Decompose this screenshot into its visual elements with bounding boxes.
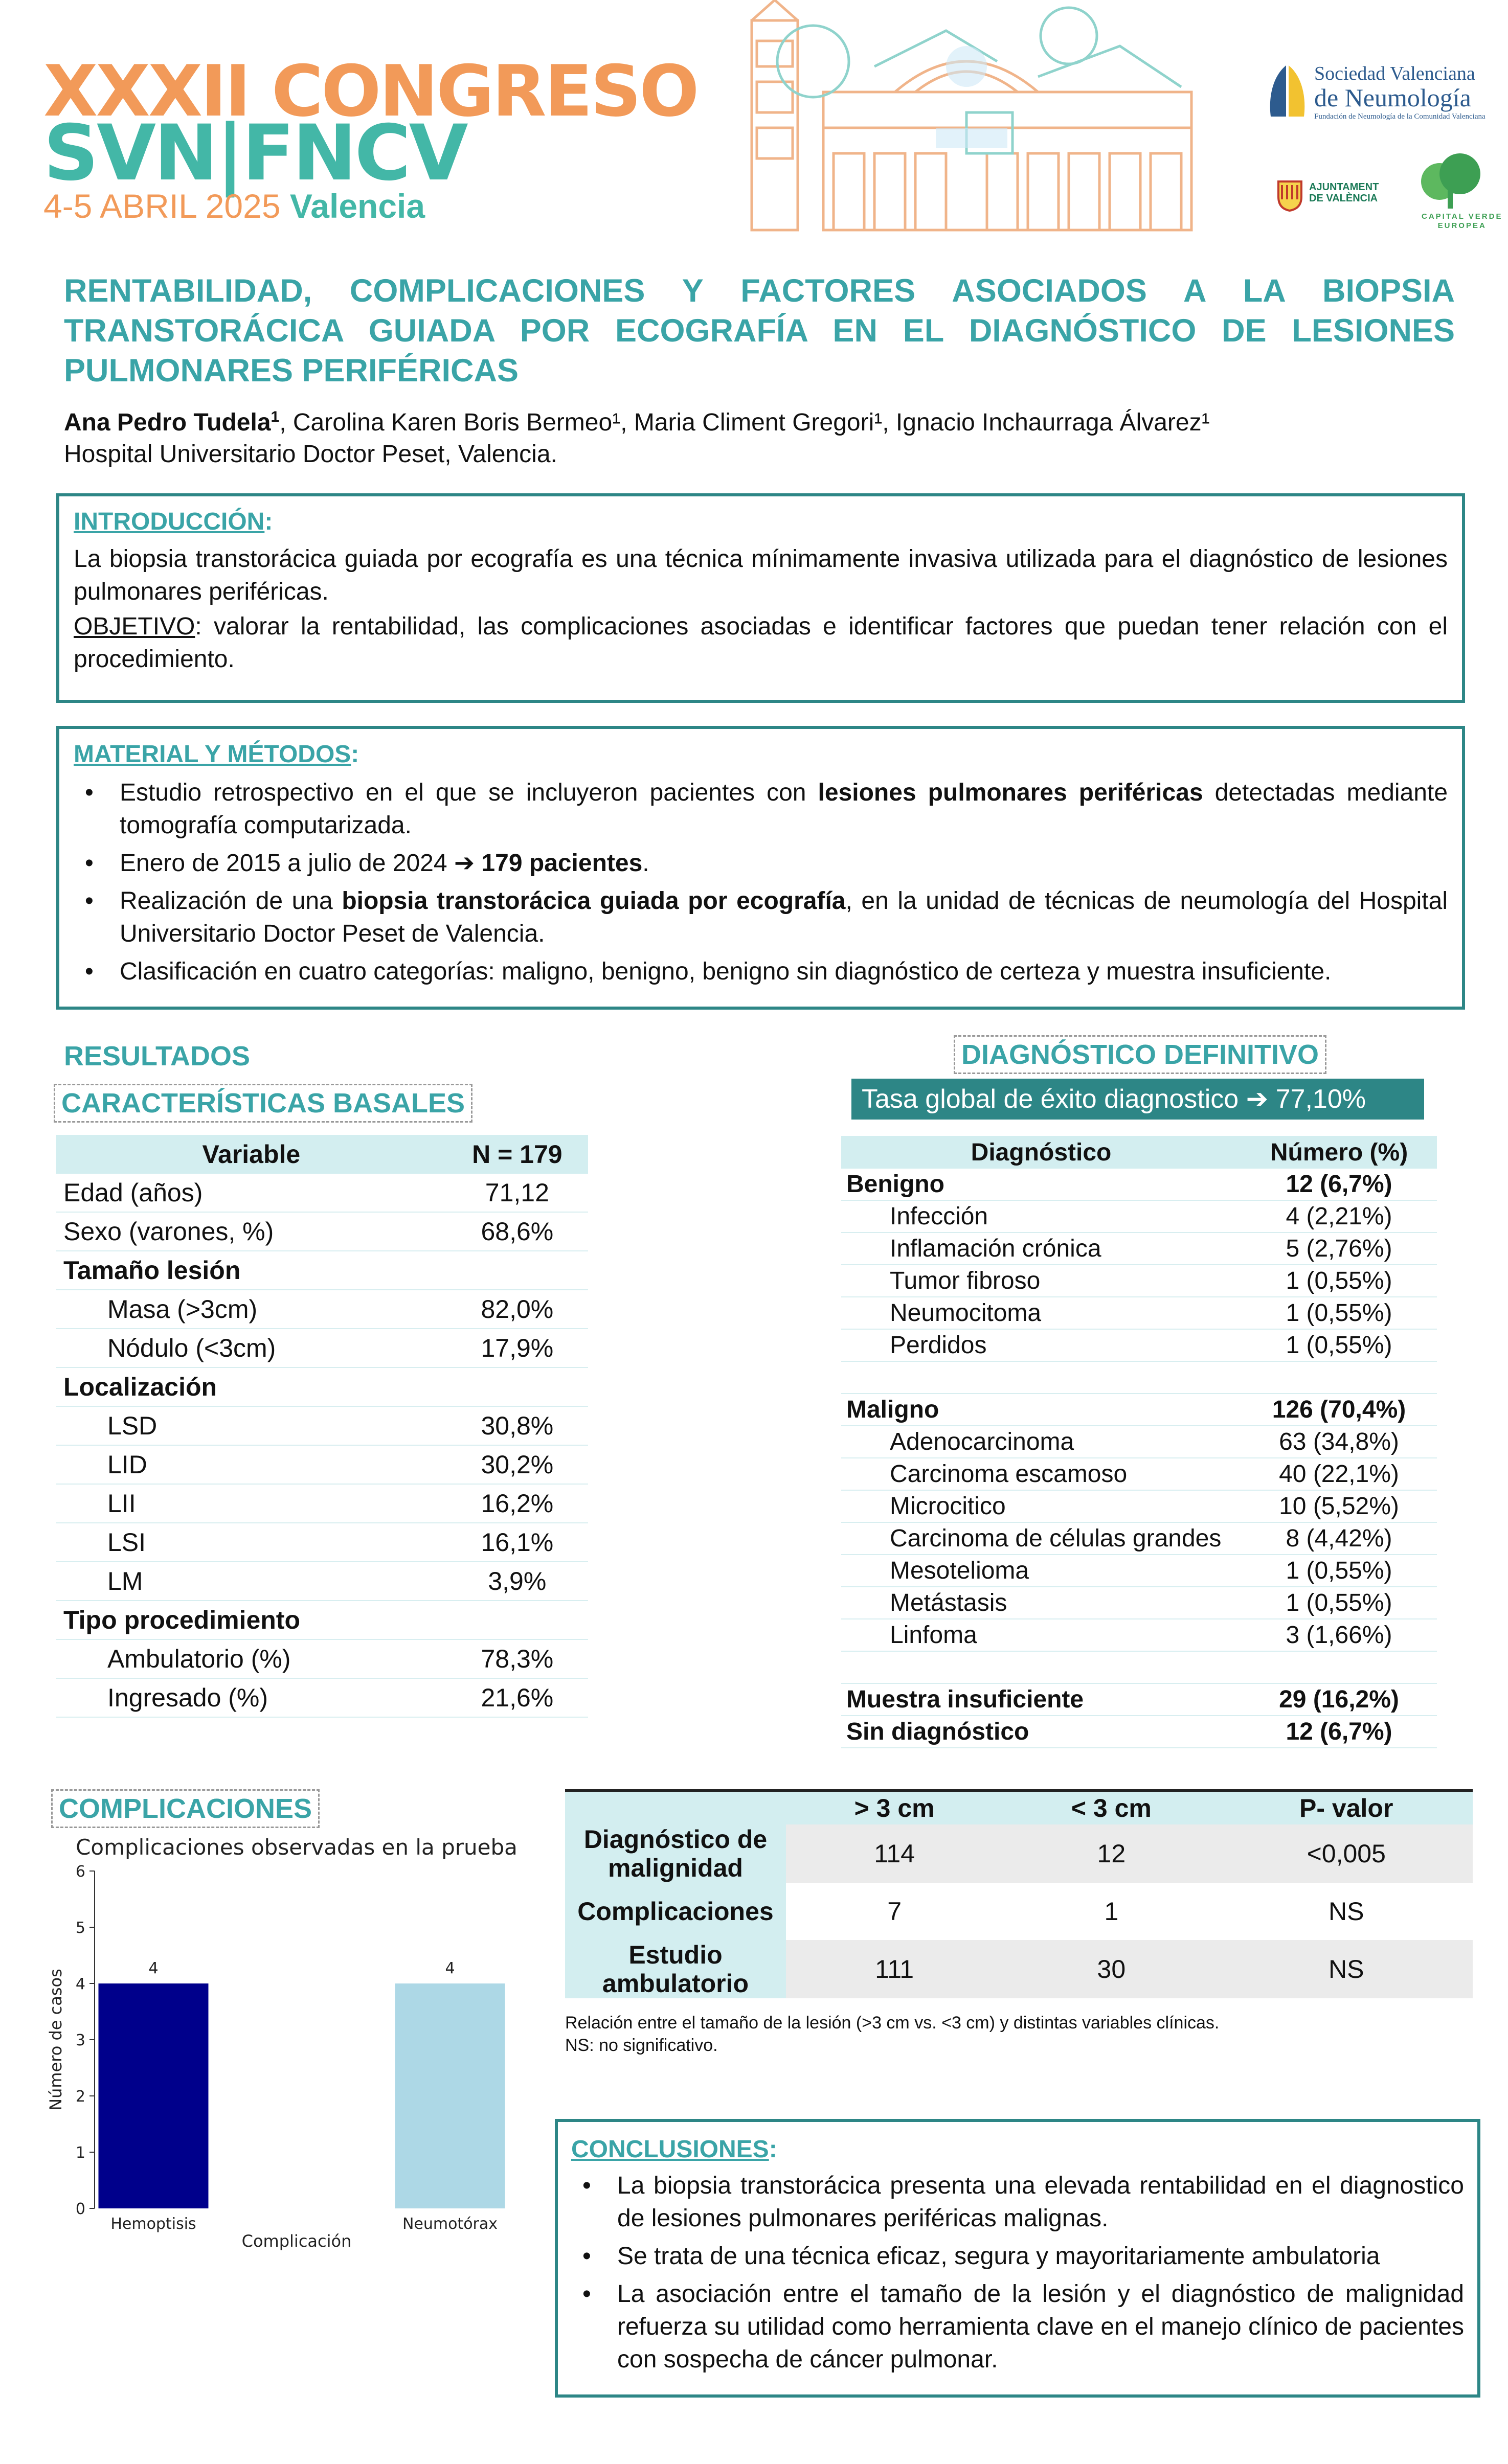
diagnosis-table-row bbox=[841, 1587, 1437, 1619]
basal-row-value: 16,2% bbox=[446, 1484, 588, 1523]
diagnosis-row-value: 1 (0,55%) bbox=[1241, 1587, 1437, 1619]
diagnosis-row-label: Adenocarcinoma bbox=[841, 1426, 1241, 1458]
success-rate-banner: Tasa global de éxito diagnostico ➔ 77,10% bbox=[851, 1079, 1424, 1120]
introduction-box bbox=[56, 493, 1465, 703]
diagnosis-table-row bbox=[841, 1169, 1437, 1200]
basal-row-label: LSI bbox=[56, 1523, 446, 1562]
valencia-building-illustration bbox=[680, 0, 1232, 240]
ajuntament-shield-icon bbox=[1276, 179, 1304, 212]
basal-row-value: 17,9% bbox=[446, 1329, 588, 1367]
size-table-notes bbox=[565, 2012, 1219, 2057]
diagnosis-row-label: Carcinoma escamoso bbox=[841, 1458, 1241, 1490]
size-note-2: NS: no significativo. bbox=[565, 2036, 718, 2055]
diagnosis-table-row bbox=[841, 1394, 1437, 1426]
diagnosis-row-value: 12 (6,7%) bbox=[1241, 1169, 1437, 1200]
size-row-pvalue: NS bbox=[1220, 1940, 1473, 1998]
objective-label: OBJETIVO bbox=[74, 613, 195, 640]
diagnosis-row-value: 5 (2,76%) bbox=[1241, 1233, 1437, 1265]
basal-row-value: 16,1% bbox=[446, 1523, 588, 1562]
basal-table-row bbox=[56, 1212, 588, 1251]
diagnosis-row-label: Muestra insuficiente bbox=[841, 1683, 1241, 1716]
conclusions-heading: CONCLUSIONES: bbox=[571, 2136, 777, 2163]
diagnosis-table bbox=[841, 1136, 1437, 1748]
basal-table-row bbox=[56, 1290, 588, 1329]
basal-row-value bbox=[446, 1251, 588, 1290]
diag-header-numero: Número (%) bbox=[1241, 1136, 1437, 1169]
basal-table-row bbox=[56, 1601, 588, 1639]
bar-data-label: 4 bbox=[445, 1959, 455, 1977]
diagnosis-table-row bbox=[841, 1619, 1437, 1651]
first-author: Ana Pedro Tudela bbox=[64, 409, 271, 436]
basal-row-label: Sexo (varones, %) bbox=[56, 1212, 446, 1251]
affiliation: Hospital Universitario Doctor Peset, Valencia. bbox=[64, 441, 557, 468]
size-row-label: Diagnóstico de malignidad bbox=[565, 1824, 786, 1883]
size-header-lt3: < 3 cm bbox=[1003, 1791, 1220, 1825]
diagnosis-row-label: Maligno bbox=[841, 1394, 1241, 1426]
size-table-row bbox=[565, 1940, 1473, 1998]
ajuntament-logo bbox=[1309, 181, 1379, 204]
diagnosis-row-label: Microcitico bbox=[841, 1490, 1241, 1522]
basal-heading: CARACTERÍSTICAS BASALES bbox=[54, 1084, 472, 1123]
diagnosis-row-label: Neumocitoma bbox=[841, 1297, 1241, 1329]
basal-row-label: Edad (años) bbox=[56, 1174, 446, 1212]
basal-row-value: 30,2% bbox=[446, 1445, 588, 1484]
diagnosis-row-label bbox=[841, 1361, 1241, 1394]
methods-item: • Realización de una biopsia transtorácica guiada por ecografía, en la unidad de técnicas de neumología del Hospital Universitario Doctor Peset de Valencia. bbox=[74, 885, 1448, 950]
diagnosis-row-label: Perdidos bbox=[841, 1329, 1241, 1361]
diagnosis-table-row bbox=[841, 1265, 1437, 1297]
diagnosis-row-value: 10 (5,52%) bbox=[1241, 1490, 1437, 1522]
basal-row-value: 71,12 bbox=[446, 1174, 588, 1212]
objective-text bbox=[74, 610, 1448, 676]
diagnosis-row-value: 40 (22,1%) bbox=[1241, 1458, 1437, 1490]
size-row-label: Estudio ambulatorio bbox=[565, 1940, 786, 1998]
y-tick-label: 2 bbox=[75, 2088, 85, 2106]
diagnosis-table-row bbox=[841, 1329, 1437, 1361]
basal-table-row bbox=[56, 1678, 588, 1717]
diagnosis-row-label: Tumor fibroso bbox=[841, 1265, 1241, 1297]
x-tick-label: Neumotórax bbox=[402, 2215, 498, 2233]
ajuntament-logo-line1: AJUNTAMENT bbox=[1309, 181, 1379, 193]
basal-table-row bbox=[56, 1406, 588, 1445]
introduction-heading: INTRODUCCIÓN: bbox=[74, 508, 273, 535]
size-row-label: Complicaciones bbox=[565, 1883, 786, 1940]
basal-table-row bbox=[56, 1329, 588, 1367]
diagnosis-row-value: 12 (6,7%) bbox=[1241, 1716, 1437, 1748]
size-row-gt3: 7 bbox=[887, 1897, 902, 1926]
basal-row-value: 78,3% bbox=[446, 1639, 588, 1678]
y-tick-label: 1 bbox=[75, 2144, 85, 2162]
capital-verde-tree-icon bbox=[1419, 146, 1480, 210]
diagnosis-row-label: Linfoma bbox=[841, 1619, 1241, 1651]
bar-neumotorax bbox=[395, 1983, 505, 2208]
basal-row-label: Masa (>3cm) bbox=[56, 1290, 446, 1329]
y-tick-label: 3 bbox=[75, 2032, 85, 2049]
basal-row-label: Tamaño lesión bbox=[56, 1251, 446, 1290]
complications-bar-chart bbox=[41, 1830, 522, 2260]
diagnosis-table-row bbox=[841, 1458, 1437, 1490]
size-table-row bbox=[565, 1883, 1473, 1940]
ajuntament-logo-line2: DE VALÈNCIA bbox=[1309, 193, 1378, 204]
arrow-icon: ➔ bbox=[454, 850, 475, 877]
diagnosis-row-label: Mesotelioma bbox=[841, 1555, 1241, 1587]
basal-row-value bbox=[446, 1367, 588, 1406]
diagnosis-table-row bbox=[841, 1683, 1437, 1716]
size-row-gt3: 111 bbox=[786, 1940, 1003, 1998]
diagnosis-table-row bbox=[841, 1522, 1437, 1555]
basal-table-row bbox=[56, 1639, 588, 1678]
methods-list bbox=[74, 777, 1448, 988]
y-tick-label: 0 bbox=[75, 2200, 85, 2218]
diagnosis-row-label: Infección bbox=[841, 1200, 1241, 1233]
svn-logo bbox=[1314, 64, 1486, 121]
diagnosis-table-row bbox=[841, 1490, 1437, 1522]
basal-row-value: 3,9% bbox=[446, 1562, 588, 1601]
basal-table bbox=[56, 1135, 588, 1718]
methods-item: • Enero de 2015 a julio de 2024 ➔ 179 pacientes. bbox=[74, 847, 1448, 880]
basal-table-row bbox=[56, 1523, 588, 1562]
poster-title: RENTABILIDAD, COMPLICACIONES Y FACTORES ASOCIADOS A LA BIOPSIA TRANSTORÁCICA GUIADA POR ECOGRAFÍA EN EL DIAGNÓSTICO DE LESIONES PULMONARES PERIFÉRICAS bbox=[64, 273, 1455, 389]
size-row-lt3: 1 bbox=[1104, 1897, 1119, 1926]
objective-body: : valorar la rentabilidad, las complicaciones asociadas e identificar factores que puedan tener relación con el procedimiento. bbox=[74, 613, 1448, 673]
size-row-lt3: 12 bbox=[1003, 1824, 1220, 1883]
diagnosis-table-row bbox=[841, 1297, 1437, 1329]
capital-verde-line2: EUROPEA bbox=[1437, 221, 1487, 230]
basal-row-label: Nódulo (<3cm) bbox=[56, 1329, 446, 1367]
basal-row-label: LM bbox=[56, 1562, 446, 1601]
diagnosis-row-value: 29 (16,2%) bbox=[1241, 1683, 1437, 1716]
chart-title: Complicaciones observadas en la prueba bbox=[76, 1835, 517, 1860]
results-heading: RESULTADOS bbox=[64, 1041, 250, 1071]
diagnosis-row-label bbox=[841, 1651, 1241, 1683]
diagnosis-row-value: 1 (0,55%) bbox=[1241, 1265, 1437, 1297]
y-axis-label: Número de casos bbox=[46, 1969, 65, 2111]
size-table-row bbox=[565, 1824, 1473, 1883]
basal-row-value: 68,6% bbox=[446, 1212, 588, 1251]
methods-item: • Estudio retrospectivo en el que se incluyeron pacientes con lesiones pulmonares periféricas detectadas mediante tomografía computarizada. bbox=[74, 777, 1448, 842]
congress-date-location bbox=[43, 187, 425, 225]
diagnosis-row-value bbox=[1241, 1361, 1437, 1394]
y-tick-label: 6 bbox=[75, 1863, 85, 1881]
bar-hemoptisis bbox=[99, 1983, 209, 2208]
diagnosis-table-row bbox=[841, 1716, 1437, 1748]
basal-table-row bbox=[56, 1445, 588, 1484]
basal-header-n: N = 179 bbox=[446, 1135, 588, 1174]
diagnosis-row-label: Inflamación crónica bbox=[841, 1233, 1241, 1265]
congress-dates: 4-5 ABRIL 2025 bbox=[43, 187, 281, 225]
diag-header-diagnostico: Diagnóstico bbox=[841, 1136, 1241, 1169]
diagnosis-row-value: 126 (70,4%) bbox=[1241, 1394, 1437, 1426]
diagnosis-table-row bbox=[841, 1426, 1437, 1458]
x-axis-label: Complicación bbox=[241, 2231, 352, 2251]
capital-verde-line1: CAPITAL VERDE bbox=[1422, 212, 1503, 221]
conclusion-item: • Se trata de una técnica eficaz, segura y mayoritariamente ambulatoria bbox=[571, 2240, 1464, 2273]
size-row-gt3: 114 bbox=[786, 1824, 1003, 1883]
diagnosis-row-value: 8 (4,42%) bbox=[1241, 1522, 1437, 1555]
basal-row-label: LID bbox=[56, 1445, 446, 1484]
basal-table-row bbox=[56, 1174, 588, 1212]
y-tick-label: 5 bbox=[75, 1919, 85, 1937]
svn-logo-line1: Sociedad Valenciana bbox=[1314, 63, 1475, 84]
svn-logo-line2: de Neumología bbox=[1314, 83, 1471, 112]
diag-heading: DIAGNÓSTICO DEFINITIVO bbox=[954, 1035, 1326, 1074]
basal-row-label: LSD bbox=[56, 1406, 446, 1445]
diagnosis-row-value bbox=[1241, 1651, 1437, 1683]
diagnosis-row-value: 1 (0,55%) bbox=[1241, 1555, 1437, 1587]
conclusions-box bbox=[555, 2119, 1480, 2398]
conclusion-item: • La biopsia transtorácica presenta una elevada rentabilidad en el diagnostico de lesiones pulmonares periféricas malignas. bbox=[571, 2170, 1464, 2235]
conclusion-item: • La asociación entre el tamaño de la lesión y el diagnóstico de malignidad refuerza su utilidad como herramienta clave en el manejo clínico de pacientes con sospecha de cáncer pulmonar. bbox=[571, 2278, 1464, 2376]
size-header-blank bbox=[565, 1791, 786, 1825]
svn-lung-logo-icon bbox=[1266, 60, 1309, 122]
basal-row-label: LII bbox=[56, 1484, 446, 1523]
diagnosis-row-value: 3 (1,66%) bbox=[1241, 1619, 1437, 1651]
basal-row-value bbox=[446, 1601, 588, 1639]
capital-verde-logo bbox=[1422, 212, 1502, 231]
methods-heading: MATERIAL Y MÉTODOS: bbox=[74, 741, 359, 768]
diagnosis-row-label: Carcinoma de células grandes bbox=[841, 1522, 1241, 1555]
basal-row-label: Ingresado (%) bbox=[56, 1678, 446, 1717]
size-header-gt3: > 3 cm bbox=[786, 1791, 1003, 1825]
congress-title: XXXII CONGRESO bbox=[43, 50, 697, 132]
co-authors: , Carolina Karen Boris Bermeo¹, Maria Climent Gregori¹, Ignacio Inchaurraga Álvarez¹ bbox=[279, 409, 1210, 436]
basal-row-value: 30,8% bbox=[446, 1406, 588, 1445]
size-comparison-table bbox=[565, 1789, 1473, 1998]
methods-item: • Clasificación en cuatro categorías: maligno, benigno, benigno sin diagnóstico de certeza y muestra insuficiente. bbox=[74, 955, 1448, 988]
methods-box bbox=[56, 726, 1465, 1010]
basal-table-row bbox=[56, 1562, 588, 1601]
size-row-lt3: 30 bbox=[1003, 1940, 1220, 1998]
size-note-1: Relación entre el tamaño de la lesión (>3 cm vs. <3 cm) y distintas variables clínicas. bbox=[565, 2013, 1220, 2033]
bar-data-label: 4 bbox=[148, 1959, 159, 1977]
authors-line bbox=[64, 401, 1210, 439]
basal-row-label: Ambulatorio (%) bbox=[56, 1639, 446, 1678]
diagnosis-table-row bbox=[841, 1555, 1437, 1587]
diagnosis-row-label: Benigno bbox=[841, 1169, 1241, 1200]
size-header-p: P- valor bbox=[1220, 1791, 1473, 1825]
diagnosis-table-row bbox=[841, 1200, 1437, 1233]
complications-heading: COMPLICACIONES bbox=[51, 1789, 320, 1828]
basal-table-row bbox=[56, 1251, 588, 1290]
diagnosis-table-row bbox=[841, 1361, 1437, 1394]
basal-row-value: 82,0% bbox=[446, 1290, 588, 1329]
basal-row-value: 21,6% bbox=[446, 1678, 588, 1717]
size-row-pvalue: NS bbox=[1329, 1897, 1364, 1926]
basal-table-row bbox=[56, 1367, 588, 1406]
size-row-pvalue: <0,005 bbox=[1220, 1824, 1473, 1883]
diagnosis-row-label: Sin diagnóstico bbox=[841, 1716, 1241, 1748]
diagnosis-row-label: Metástasis bbox=[841, 1587, 1241, 1619]
conclusions-list bbox=[571, 2170, 1464, 2376]
svn-logo-line3: Fundación de Neumología de la Comunidad Valenciana bbox=[1314, 112, 1486, 121]
introduction-text: La biopsia transtorácica guiada por ecografía es una técnica mínimamente invasiva utilizada para el diagnóstico de lesiones pulmonares periféricas. bbox=[74, 545, 1448, 605]
y-tick-label: 4 bbox=[75, 1975, 85, 1993]
basal-row-label: Localización bbox=[56, 1367, 446, 1406]
diagnosis-row-value: 1 (0,55%) bbox=[1241, 1329, 1437, 1361]
x-tick-label: Hemoptisis bbox=[110, 2215, 196, 2233]
basal-header-variable: Variable bbox=[56, 1135, 446, 1174]
diagnosis-row-value: 1 (0,55%) bbox=[1241, 1297, 1437, 1329]
authors-block bbox=[64, 401, 1210, 470]
basal-table-row bbox=[56, 1484, 588, 1523]
diagnosis-row-value: 4 (2,21%) bbox=[1241, 1200, 1437, 1233]
diagnosis-table-row bbox=[841, 1233, 1437, 1265]
first-author-sup: 1 bbox=[271, 408, 280, 425]
diagnosis-table-row bbox=[841, 1651, 1437, 1683]
basal-row-label: Tipo procedimiento bbox=[56, 1601, 446, 1639]
diagnosis-row-value: 63 (34,8%) bbox=[1241, 1426, 1437, 1458]
congress-acronym: SVN|FNCV bbox=[43, 109, 466, 198]
congress-city: Valencia bbox=[289, 187, 425, 225]
